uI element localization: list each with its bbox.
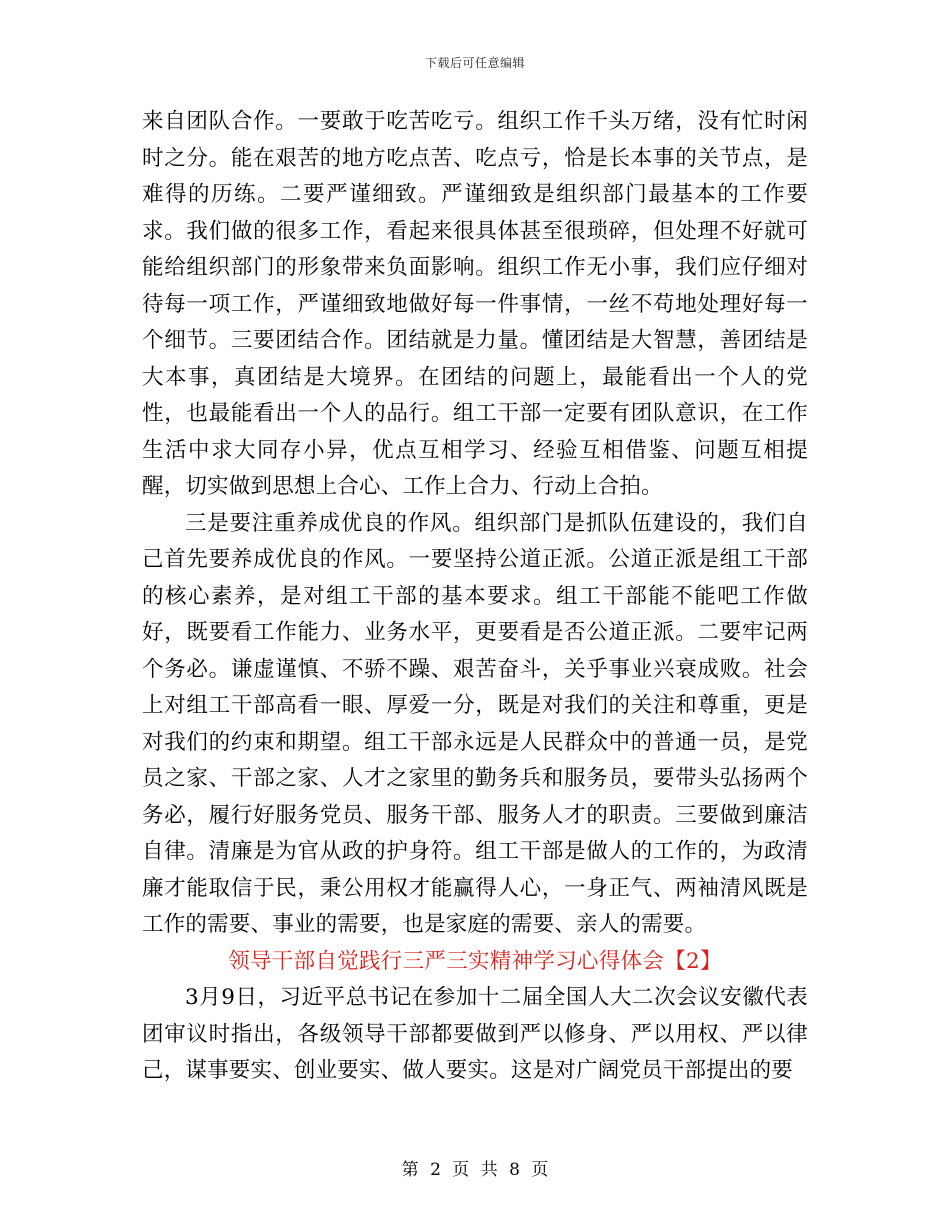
- paragraph-1: 来自团队合作。一要敢于吃苦吃亏。组织工作千头万绪，没有忙时闲时之分。能在艰苦的地方吃点苦、吃点亏，恰是长本事的关节点，是难得的历练。二要严谨细致。严谨细致是组织部门最基本的工作要求。我们做的很多工作，看起来很具体甚至很琐碎，但处理不好就可能给组织部门的形象带来负面影响。组织工作无小事，我们应仔细对待每一项工作，严谨细致地做好每一件事情，一丝不苟地处理好每一个细节。三要团结合作。团结就是力量。懂团结是大智慧，善团结是大本事，真团结是大境界。在团结的问题上，最能看出一个人的党性，也最能看出一个人的品行。组工干部一定要有团队意识，在工作生活中求大同存小异，优点互相学习、经验互相借鉴、问题互相提醒，切实做到思想上合心、工作上合力、行动上合拍。: [142, 109, 808, 499]
- document-body: [142, 104, 808, 1090]
- page-footer: 第 2 页 共 8 页: [401, 1160, 549, 1180]
- paragraph-2: 三是要注重养成优良的作风。组织部门是抓队伍建设的，我们自己首先要养成优良的作风。一要坚持公道正派。公道正派是组工干部的核心素养，是对组工干部的基本要求。组工干部能不能吧工作做好，既要看工作能力、业务水平，更要看是否公道正派。二要牢记两个务必。谦虚谨慎、不骄不躁、艰苦奋斗，关乎事业兴衰成败。社会上对组工干部高看一眼、厚爱一分，既是对我们的关注和尊重，更是对我们的约束和期望。组工干部永远是人民群众中的普通一员，是党员之家、干部之家、人才之家里的勤务兵和服务员，要带头弘扬两个务必，履行好服务党员、服务干部、服务人才的职责。三要做到廉洁自律。清廉是为官从政的护身符。组工干部是做人的工作的，为政清廉才能取信于民，秉公用权才能赢得人心，一身正气、两袖清风既是工作的需要、事业的需要，也是家庭的需要、亲人的需要。: [142, 510, 808, 937]
- page-header: 下载后可任意编辑: [424, 56, 525, 70]
- paragraph-3: 3月9日，习近平总书记在参加十二届全国人大二次会议安徽代表团审议时指出，各级领导干部都要做到严以修身、严以用权、严以律己，谋事要实、创业要实、做人要实。这是对广阔党员干部提出的要: [142, 985, 808, 1083]
- section-heading: 领导干部自觉践行三严三实精神学习心得体会【2】: [228, 948, 722, 974]
